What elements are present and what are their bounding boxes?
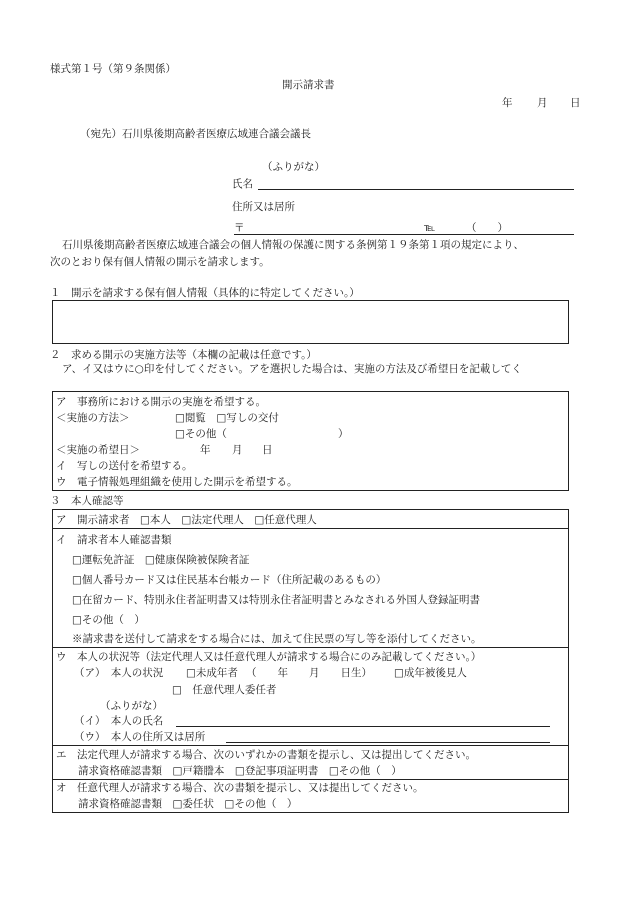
section2-u[interactable]: ウ 電子情報処理組織を使用した開示を希望する。 bbox=[56, 476, 298, 488]
section1-input-box[interactable] bbox=[52, 300, 569, 344]
postal-mark: 〒 bbox=[234, 222, 245, 234]
section3-u-title: ウ 本人の状況等（法定代理人又は任意代理人が請求する場合にのみ記載してください。） bbox=[56, 651, 482, 663]
person-address-label: （ウ） 本人の住所又は居所 bbox=[74, 731, 206, 743]
id-docs-line3[interactable]: □在留カード、特別永住者証明書又は特別永住者証明書とみなされる外国人登録証明書 bbox=[72, 594, 480, 606]
id-docs-line1[interactable]: □運転免許証 □健康保険被保険者証 bbox=[72, 554, 250, 566]
legal-agent-docs[interactable]: 請求資格確認書類 □戸籍謄本 □登記事項証明書 □その他（ ） bbox=[78, 765, 402, 777]
status-birthdate: （ 年 月 日生） bbox=[246, 667, 372, 679]
person-address-field[interactable] bbox=[226, 742, 550, 743]
status-adult-guardian-checkbox[interactable]: □成年被後見人 bbox=[394, 667, 467, 679]
section2-a: ア 事務所における開示の実施を希望する。 bbox=[56, 396, 266, 408]
status-minor-checkbox[interactable]: □未成年者 bbox=[186, 667, 238, 679]
method-other-close: ） bbox=[338, 428, 349, 440]
voluntary-agent-docs[interactable]: 請求資格確認書類 □委任状 □その他（ ） bbox=[78, 798, 298, 810]
person-furigana: （ふりがな） bbox=[100, 700, 163, 712]
form-number: 様式第１号（第９条関係） bbox=[50, 63, 176, 75]
person-name-label: （イ） 本人の氏名 bbox=[74, 715, 164, 727]
section3-i-title: イ 請求者本人確認書類 bbox=[56, 534, 172, 546]
addressee: （宛先）石川県後期高齢者医療広域連合議会議長 bbox=[80, 128, 311, 140]
person-name-field[interactable] bbox=[176, 726, 550, 727]
applicant-name-field[interactable] bbox=[258, 189, 574, 190]
section2-heading: ２ 求める開示の実施方法等（本欄の記載は任意です。） bbox=[50, 349, 317, 361]
applicant-address-label: 住所又は居所 bbox=[232, 201, 295, 213]
divider bbox=[52, 528, 569, 529]
section1-heading: １ 開示を請求する保有個人情報（具体的に特定してください。） bbox=[50, 287, 360, 299]
person-status-label: （ア） 本人の状況 bbox=[74, 667, 164, 679]
intro-line-1: 石川県後期高齢者医療広域連合議会の個人情報の保護に関する条例第１９条第１項の規定により、 bbox=[62, 239, 524, 251]
applicant-address-field[interactable] bbox=[234, 234, 574, 235]
method-other[interactable]: □その他（ bbox=[175, 428, 227, 440]
hope-date-month: 月 bbox=[232, 444, 243, 456]
hope-date-year: 年 bbox=[200, 444, 211, 456]
tel-label: ℡ bbox=[424, 222, 436, 234]
hope-date-label: ＜実施の希望日＞ bbox=[56, 444, 140, 456]
date-year-label: 年 bbox=[502, 97, 513, 109]
status-delegate-checkbox[interactable]: □ 任意代理人委任者 bbox=[172, 684, 277, 696]
divider bbox=[52, 647, 569, 648]
section3-heading: ３ 本人確認等 bbox=[50, 495, 124, 507]
id-docs-line4[interactable]: □その他（ ） bbox=[72, 614, 145, 626]
hope-date-day: 日 bbox=[262, 444, 273, 456]
section3-e-title: エ 法定代理人が請求する場合、次のいずれかの書類を提示し、又は提出してください。 bbox=[56, 749, 476, 761]
applicant-name-label: 氏名 bbox=[232, 178, 253, 190]
divider bbox=[52, 779, 569, 780]
section2-note: ア、イ又はウに○印を付してください。アを選択した場合は、実施の方法及び希望日を記載してく bbox=[62, 363, 522, 375]
intro-line-2: 次のとおり保有個人情報の開示を請求します。 bbox=[50, 256, 270, 268]
date-month-label: 月 bbox=[537, 97, 548, 109]
section2-i[interactable]: イ 写しの送付を希望する。 bbox=[56, 460, 193, 472]
divider bbox=[52, 745, 569, 746]
id-docs-line2[interactable]: □個人番号カード又は住民基本台帳カード（住所記載のあるもの） bbox=[72, 574, 387, 586]
method-label: ＜実施の方法＞ bbox=[56, 412, 130, 424]
applicant-furigana: （ふりがな） bbox=[262, 161, 325, 173]
form-title: 開示請求書 bbox=[282, 79, 335, 91]
section3-a-row[interactable]: ア 開示請求者 □本人 □法定代理人 □任意代理人 bbox=[56, 514, 317, 526]
id-docs-note: ※請求書を送付して請求をする場合には、加えて住民票の写し等を添付してください。 bbox=[72, 633, 482, 645]
method-options[interactable]: □閲覧 □写しの交付 bbox=[175, 412, 279, 424]
tel-parens: （ ） bbox=[466, 222, 508, 234]
date-day-label: 日 bbox=[570, 97, 581, 109]
section3-o-title: オ 任意代理人が請求する場合、次の書類を提示し、又は提出してください。 bbox=[56, 782, 424, 794]
